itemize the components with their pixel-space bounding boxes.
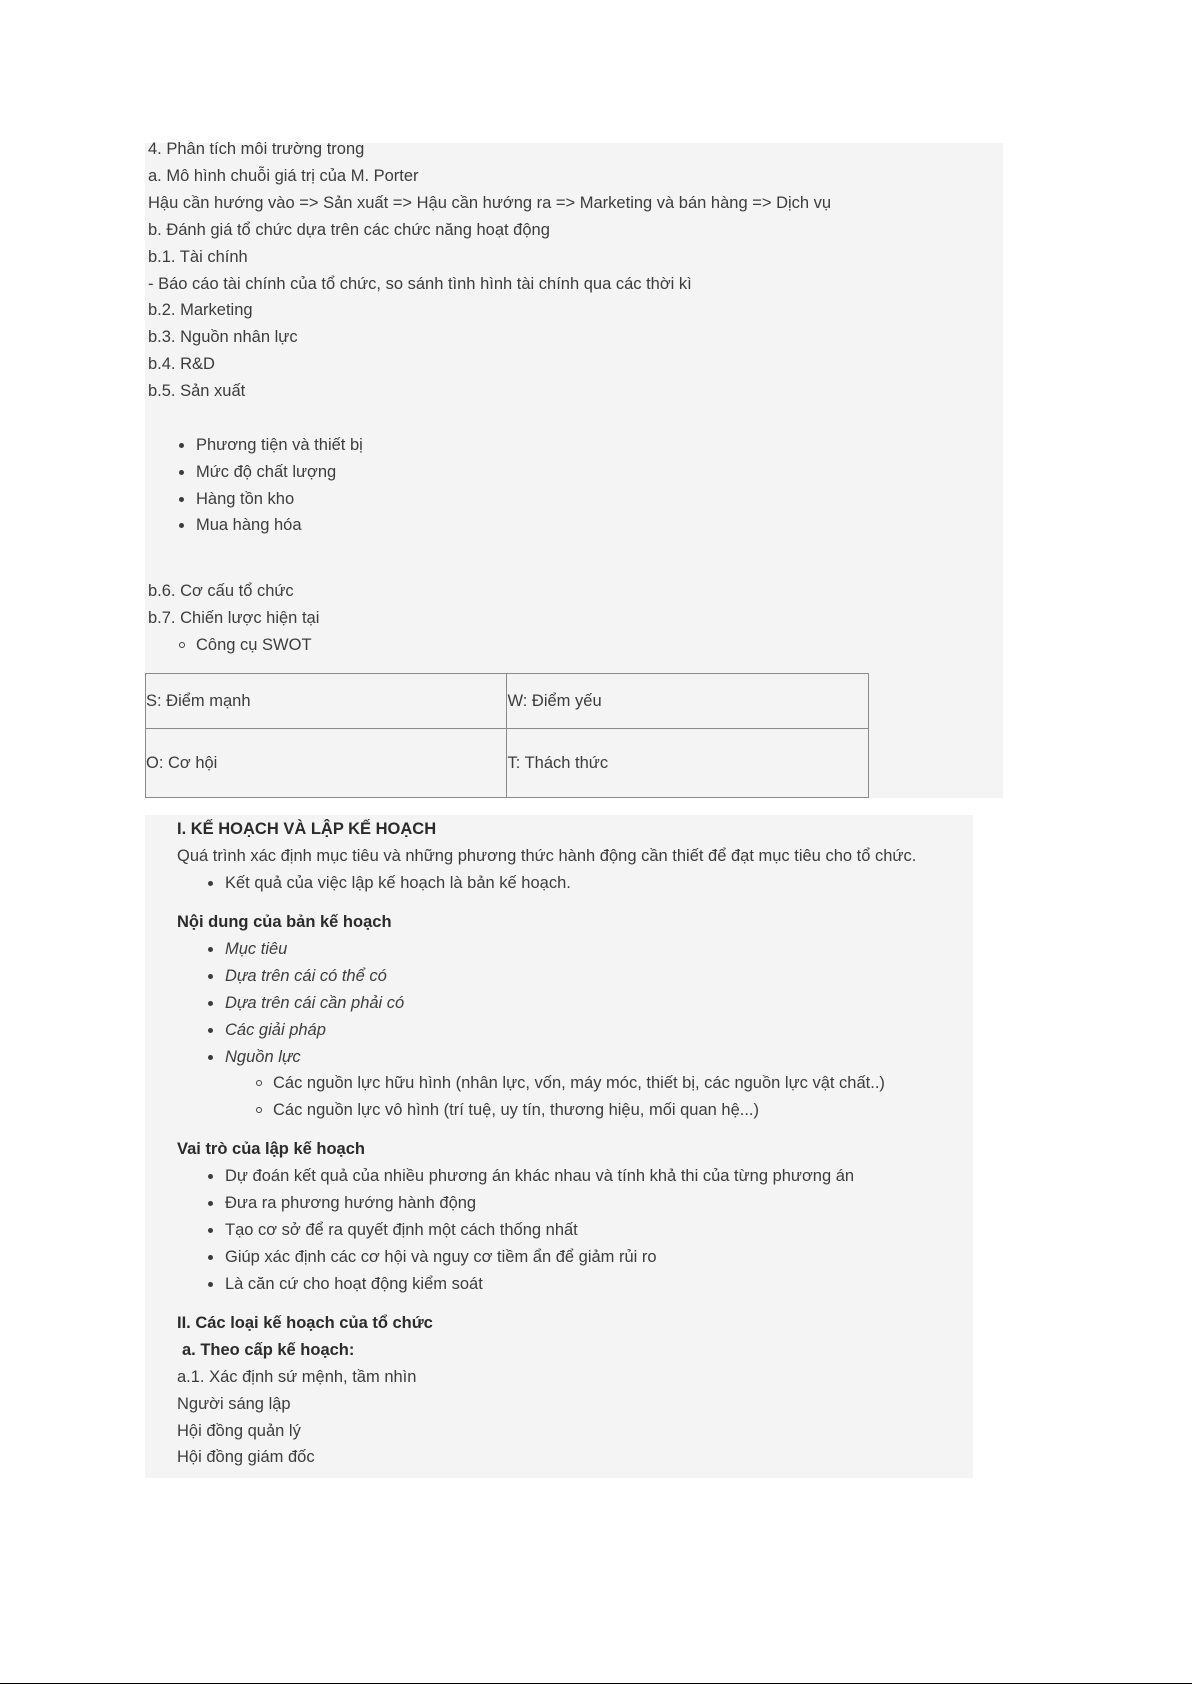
marketing-title: b.2. Marketing (148, 301, 253, 319)
screenshot-planning (145, 815, 973, 1478)
list-item: Nguồn lực (225, 1048, 301, 1066)
list-item: Giúp xác định các cơ hội và nguy cơ tiềm ẩn để giảm rủi ro (225, 1248, 657, 1266)
swot-strengths: S: Điểm mạnh (146, 674, 507, 729)
section-title: 4. Phân tích môi trường trong (148, 140, 365, 158)
structure-title: b.6. Cơ cấu tổ chức (148, 582, 294, 600)
list-item: Dựa trên cái cần phải có (225, 994, 405, 1012)
swot-table (145, 673, 869, 798)
list-item: Mua hàng hóa (196, 516, 302, 534)
list-item: Mức độ chất lượng (196, 463, 337, 481)
heading-plan-types: II. Các loại kế hoạch của tổ chức (177, 1314, 433, 1332)
production-title: b.5. Sản xuất (148, 382, 246, 400)
heading-planning-role: Vai trò của lập kế hoạch (177, 1140, 365, 1158)
list-item: Là căn cứ cho hoạt động kiểm soát (225, 1275, 483, 1293)
hr-title: b.3. Nguồn nhân lực (148, 328, 298, 346)
rnd-title: b.4. R&D (148, 355, 215, 373)
list-item: Các nguồn lực vô hình (trí tuệ, uy tín, thương hiệu, mối quan hệ...) (273, 1101, 760, 1119)
list-item: Dựa trên cái có thể có (225, 967, 387, 985)
list-item: Dự đoán kết quả của nhiều phương án khác nhau và tính khả thi của từng phương án (225, 1167, 855, 1185)
swot-threats: T: Thách thức (507, 729, 869, 798)
finance-title: b.1. Tài chính (148, 248, 248, 266)
planning-definition: Quá trình xác định mục tiêu và những phương thức hành động cần thiết để đạt mục tiêu cho tổ chức. (177, 847, 917, 865)
swot-opportunities: O: Cơ hội (146, 729, 507, 798)
list-item: Mục tiêu (225, 940, 288, 958)
list-item: Công cụ SWOT (196, 636, 312, 654)
heading-planning: I. KẾ HOẠCH VÀ LẬP KẾ HOẠCH (177, 820, 437, 838)
list-item: Các nguồn lực hữu hình (nhân lực, vốn, máy móc, thiết bị, các nguồn lực vật chất..) (273, 1074, 885, 1092)
management-board-line: Hội đồng quản lý (177, 1422, 301, 1440)
finance-note: - Báo cáo tài chính của tổ chức, so sánh tình hình tài chính qua các thời kì (148, 275, 692, 293)
heading-plan-content: Nội dung của bản kế hoạch (177, 913, 392, 931)
list-item: Đưa ra phương hướng hành động (225, 1194, 477, 1212)
page-bottom-rule (0, 1683, 1192, 1684)
list-item: Phương tiện và thiết bị (196, 436, 363, 454)
screenshot-internal-analysis (145, 140, 1003, 798)
value-chain-flow: Hậu cần hướng vào => Sản xuất => Hậu cần hướng ra => Marketing và bán hàng => Dịch vụ (148, 194, 832, 212)
mission-vision-title: a.1. Xác định sứ mệnh, tầm nhìn (177, 1368, 417, 1386)
heading-by-level: a. Theo cấp kế hoạch: (182, 1341, 355, 1359)
board-of-directors-line: Hội đồng giám đốc (177, 1448, 315, 1466)
swot-weaknesses: W: Điểm yếu (507, 674, 869, 729)
list-item: Các giải pháp (225, 1021, 326, 1039)
list-item: Tạo cơ sở để ra quyết định một cách thống nhất (225, 1221, 578, 1239)
list-item: Hàng tồn kho (196, 490, 295, 508)
functional-evaluation-title: b. Đánh giá tổ chức dựa trên các chức năng hoạt động (148, 221, 550, 239)
list-item: Kết quả của việc lập kế hoạch là bản kế hoạch. (225, 874, 571, 892)
founder-line: Người sáng lập (177, 1395, 291, 1413)
strategy-title: b.7. Chiến lược hiện tại (148, 609, 320, 627)
value-chain-title: a. Mô hình chuỗi giá trị của M. Porter (148, 167, 419, 185)
